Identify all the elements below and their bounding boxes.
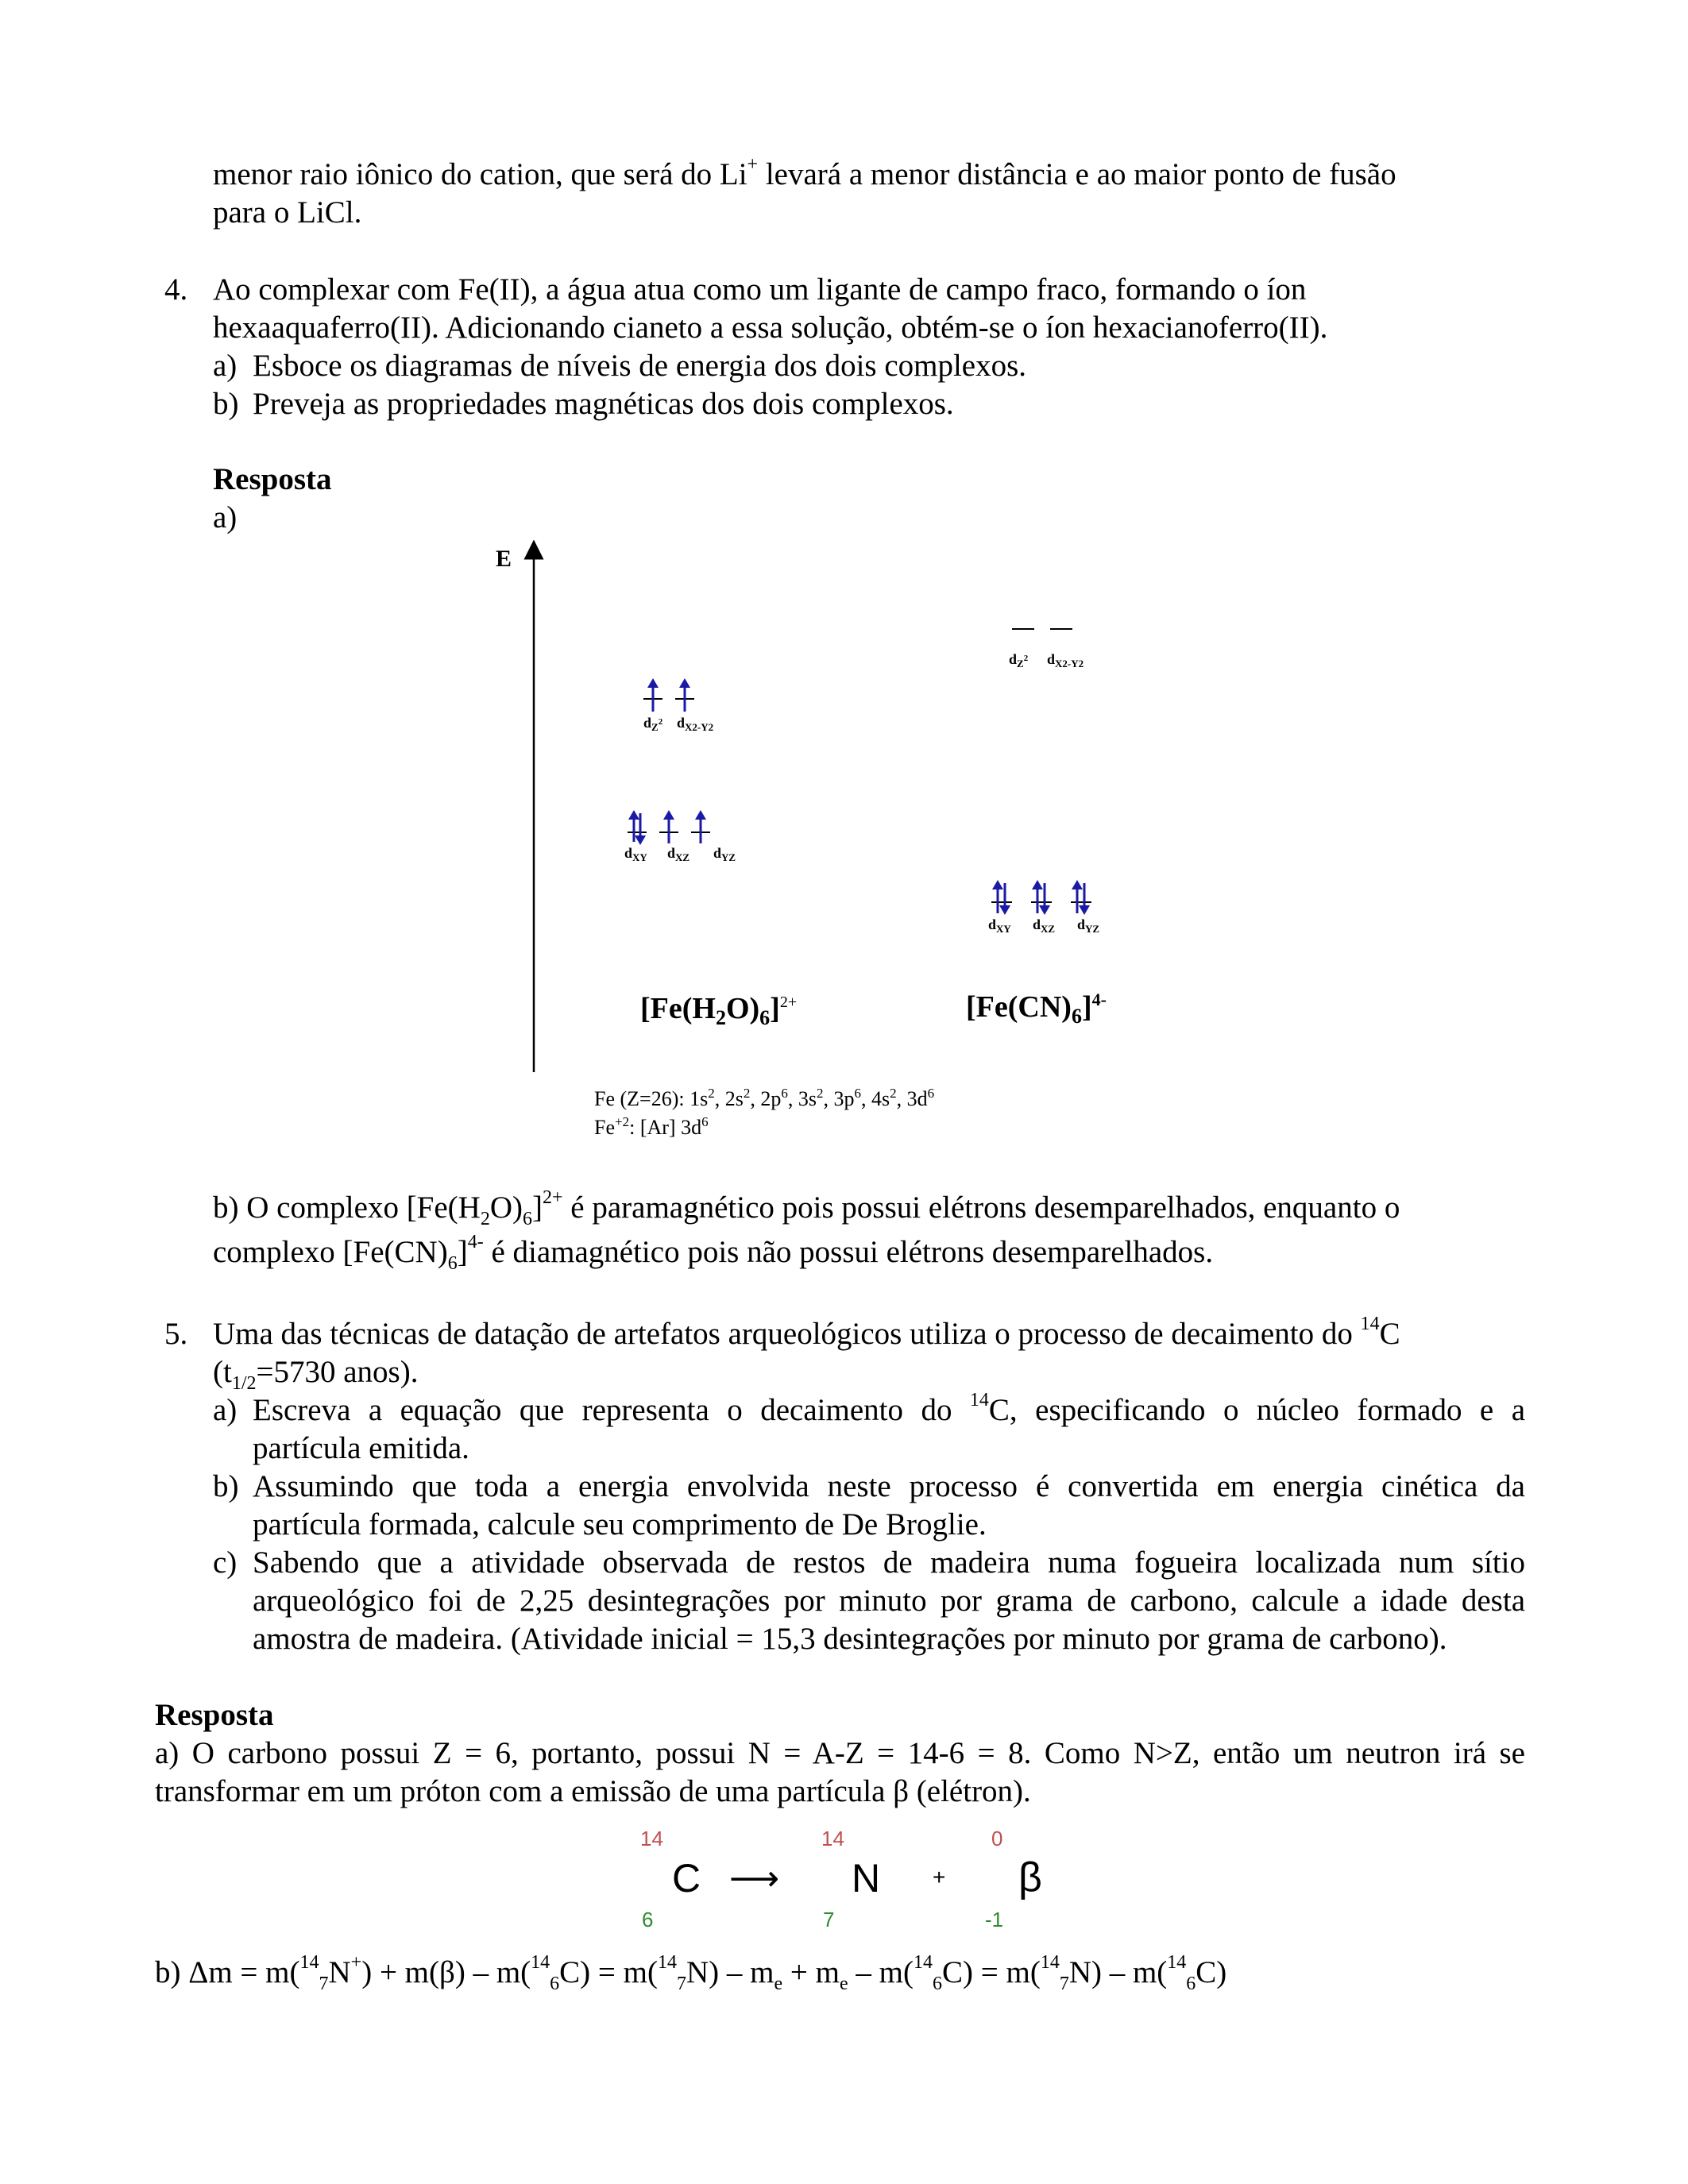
text: Preveja as propriedades magnéticas dos dois complexos. [253,387,954,421]
q5-c-line-3 [253,1620,1447,1658]
energy-level-diagram [477,540,1192,1160]
text: partícula emitida. [253,1431,469,1465]
svg-text:dXZ: $d_{XZ}$ [667,845,690,863]
q4-number [164,271,187,309]
superscript: 14 [1360,1314,1380,1334]
mass-defect-rendered: b) $\Delta m = m(^{14}_7N^+) + m(\beta) - m(^{14}_6C) = m(^{14}_7N) - m_e + m_e - m(^{14}_6C) = m(^{14}_7N) - m(^{14}_6C)$ [155,1952,1227,1994]
subscript: 2 [480,1208,490,1229]
svg-text:dYZ: $d_{YZ}$ [713,845,736,863]
text: b) O complexo [Fe(H [213,1190,481,1225]
q5-answer-heading [155,1696,274,1734]
n-symbol: N [852,1856,881,1900]
q5-c-line-1 [253,1544,1525,1582]
fe-config: Fe (Z=26): $1s^2$, $2s^2$, $2p^6$, $3s^2$, $3p^6$, $4s^2$, $3d^6$ [594,1086,935,1110]
svg-text:dXZ: $d_{XZ}$ [1033,916,1056,935]
q4-b-label [213,385,239,423]
text: Resposta [155,1698,274,1732]
spin-up-arrow-icon [663,810,674,843]
text: é diamagnético pois não possui elétrons desemparelhados. [483,1235,1214,1269]
text: levará a menor distância e ao maior ponto de fusão [758,157,1396,191]
text: transformar em um próton com a emissão de uma partícula β (elétron). [155,1774,1031,1808]
text: partícula formada, calcule seu comprimento de De Broglie. [253,1507,987,1542]
spin-up-arrow-icon [695,810,706,843]
c-mass-number: 14 [640,1827,663,1850]
text: 4. [164,272,188,307]
text: Resposta [213,462,332,496]
beta-mass-number: 0 [991,1827,1003,1850]
text: Escreva a equação que representa o decaimento do [253,1393,952,1427]
q4-line-1 [213,271,1306,309]
superscript: 14 [969,1390,989,1410]
superscript: 2+ [543,1187,563,1208]
svg-text:dXY: $d_{XY}$ [624,845,647,863]
c-atomic-number: 6 [642,1908,654,1931]
q5-a-label [213,1391,237,1430]
q5-number [164,1315,187,1353]
n-mass-number: 14 [821,1827,844,1850]
text: Sabendo que a atividade observada de restos de madeira numa fogueira localizada num sítio [253,1545,1525,1580]
spin-pair-arrows-icon [1072,880,1090,915]
svg-text:dYZ: $d_{YZ}$ [1077,916,1100,935]
text: arqueológico foi de 2,25 desintegrações por minuto por grama de carbono, calcule a idade desta [253,1584,1525,1618]
subscript: 1/2 [231,1372,257,1394]
q5-line-1 [213,1315,1400,1353]
spin-pair-arrows-icon [1032,880,1050,915]
spin-pair-arrows-icon [628,810,646,845]
text: ] [457,1235,468,1269]
q4-a-text [253,347,1026,385]
reaction-arrow-icon: ⟶ [729,1859,780,1898]
aqua-t2g-orbitals [624,810,736,863]
cyano-complex-label: $[Fe(CN)_6]^{4-}$ [966,990,1107,1028]
text: Ao complexar com Fe(II), a água atua como um ligante de campo fraco, formando o íon [213,272,1307,307]
q4b-answer-line-2 [213,1232,1214,1274]
cyano-t2g-orbitals [988,880,1099,935]
continuation-line-1 [213,156,1396,194]
q4-a-label [213,347,237,385]
q4b-answer-line-1 [213,1189,1400,1227]
text: Assumindo que toda a energia envolvida neste processo é convertida em energia cinética da [253,1469,1525,1503]
text: é paramagnético pois possui elétrons desemparelhados, enquanto o [562,1190,1400,1225]
plus-sign: + [933,1865,946,1889]
q5-b-label [213,1468,239,1506]
q5-c-line-2 [253,1582,1525,1620]
isotope [969,1390,1525,1427]
n-atomic-number: 7 [823,1908,835,1931]
beta-atomic-number: -1 [985,1908,1004,1931]
text: hexaaquaferro(II). Adicionando cianeto a essa solução, obtém-se o íon hexacianoferro(II). [213,311,1328,345]
text: para o LiCl. [213,195,362,230]
text: complexo [Fe(CN) [213,1235,448,1269]
energy-axis-label: E [496,546,512,572]
text: C [1379,1317,1400,1351]
q4-b-text [253,385,954,423]
text: a) [213,1393,238,1427]
q5-line-2 [213,1353,419,1394]
aqua-eg-orbitals [643,678,713,733]
q4-answer-heading [213,461,332,499]
spin-up-arrow-icon [647,678,659,712]
c-symbol: C [672,1856,701,1900]
superscript: 4- [467,1232,484,1252]
text: 5. [164,1317,188,1351]
subscript: 6 [447,1252,458,1274]
text: a) O carbono possui Z = 6, portanto, possui N = A-Z = 14-6 = 8. Como N>Z, então um neutron irá se [155,1736,1525,1770]
text: O) [489,1190,523,1225]
spin-up-arrow-icon [679,678,690,712]
text: Esboce os diagramas de níveis de energia dos dois complexos. [253,349,1027,383]
q5-c-label [213,1544,237,1582]
beta-symbol: β [1018,1854,1042,1900]
q4-answer-a [213,499,237,537]
q5-b-line-1 [253,1468,1525,1506]
q4-line-2 [213,309,1327,347]
svg-text:dXY: $d_{XY}$ [988,916,1011,935]
svg-text:dX2-Y2: $d_{X2-Y2}$ [677,715,714,733]
text: a) [213,349,238,383]
fe2-config: $Fe^{+2}$: [Ar] $3d^6$ [594,1114,709,1139]
q5-answer-b-line [155,1954,1226,1992]
text: amostra de madeira. (Atividade inicial = 15,3 desintegrações por minuto por grama de carbono). [253,1622,1447,1656]
superscript: + [747,154,759,175]
spin-pair-arrows-icon [992,880,1010,915]
text: c) [213,1545,238,1580]
text: C, especificando o núcleo formado e a [988,1393,1525,1427]
q5-answer-line-1 [155,1734,1525,1773]
aqua-complex-label: $[Fe(H_2O)_6]^{2+}$ [640,992,798,1029]
text: Uma das técnicas de datação de artefatos arqueológicos utiliza o processo de decaimento do [213,1317,1353,1351]
subscript: 6 [523,1208,532,1229]
q5-b-line-2 [253,1506,987,1544]
text: ] [532,1190,543,1225]
continuation-line-2 [213,194,361,232]
q5-a-line-2 [253,1430,469,1468]
text: =5730 anos). [256,1355,419,1389]
cyano-eg-orbitals [1009,629,1083,669]
text: b) [213,1469,239,1503]
q5-answer-line-2 [155,1773,1031,1811]
decay-equation [635,1827,1080,1946]
svg-text:dZ2: $d_Z^2$ [1009,651,1029,669]
svg-text:dZ2: $d_Z^2$ [643,715,663,733]
text: (t [213,1355,232,1389]
text: menor raio iônico do cation, que será do Li [213,157,747,191]
q5-a-line-1 [253,1391,1525,1430]
text: a) [213,500,238,534]
svg-text:dX2-Y2: $d_{X2-Y2}$ [1047,651,1084,669]
text: b) [213,387,239,421]
